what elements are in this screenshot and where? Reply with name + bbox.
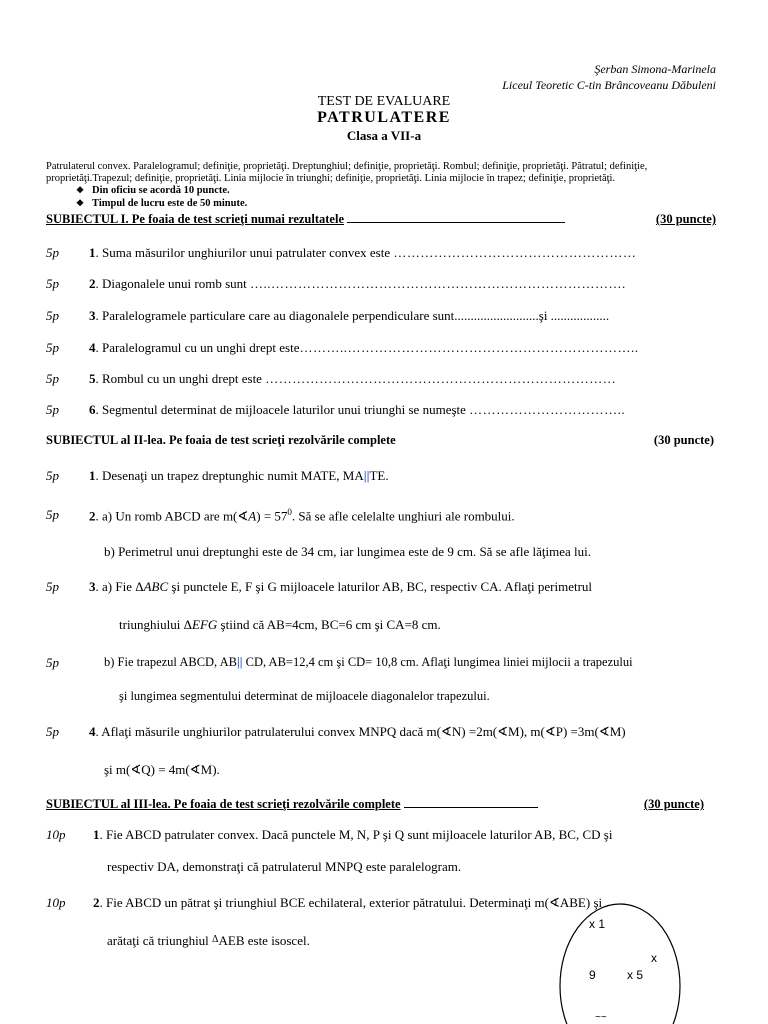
section-2-header	[46, 433, 714, 448]
s2-q2-score: 5p	[46, 507, 59, 522]
school-name: Liceul Teoretic C-tin Brâncoveanu Dăbuleni	[502, 78, 716, 92]
test-subtitle: PATRULATERE	[317, 109, 451, 126]
s1-q3-score: 5p	[46, 308, 59, 323]
s1-q2-score: 5p	[46, 276, 59, 291]
scribble-x5: x 5	[627, 968, 644, 982]
s3-q1-cont: respectiv DA, demonstraţi că patrulaterul MNPQ este paralelogram.	[107, 859, 462, 874]
s1-q3: 3. Paralelogramele particulare care au diagonalele perpendiculare sunt..........................şi ..................	[89, 308, 610, 323]
handdrawn-circle	[555, 898, 690, 1024]
bullet-text: Timpul de lucru este de 50 minute.	[92, 198, 248, 209]
section-1-title: SUBIECTUL I. Pe foaia de test scrieţi numai rezultatele	[46, 212, 344, 226]
s3-q2-cont: arătaţi că triunghiul $^\Delta$AEB este isoscel.	[107, 933, 310, 948]
section-1-points: (30 puncte)	[655, 212, 716, 226]
bullet-icon: ❖	[76, 198, 85, 208]
bullet-points-info	[76, 185, 230, 196]
triangle-symbol: Δ	[183, 617, 193, 632]
s3-q1-score: 10p	[46, 827, 66, 842]
s1-q6: 6. Segmentul determinat de mijloacele laturilor unui triunghi se numeşte ……………………………..	[89, 402, 626, 417]
grade-label: Clasa a VII-a	[346, 128, 422, 143]
s2-q4-cont: şi m(∢Q) = 4m(∢M).	[104, 762, 220, 777]
s2-q4-score: 5p	[46, 724, 59, 739]
s2-q2b: b) Perimetrul unui dreptunghi este de 34 cm, iar lungimea este de 9 cm. Să se afle lăţimea lui.	[104, 544, 591, 559]
parallel-symbol: ||	[363, 468, 370, 483]
s2-q2a: 2. a) Un romb ABCD are m(∢A) = $57^0$. Să se afle celelalte unghiuri ale rombului.	[89, 507, 515, 524]
s3-q1: 1. Fie ABCD patrulater convex. Dacă punctele M, N, P şi Q sunt mijloacele laturilor AB, BC, CD şi	[93, 827, 613, 842]
angle-symbol: ∢	[237, 508, 249, 524]
triangle-symbol: Δ	[135, 579, 144, 594]
s1-q6-score: 5p	[46, 402, 59, 417]
section-2-points: (30 puncte)	[653, 433, 714, 447]
scribble-bottom: ~~	[595, 1012, 607, 1023]
scribble-x: x	[651, 951, 657, 965]
scribble-9: 9	[589, 968, 596, 982]
s2-q3b: b) Fie trapezul ABCD, AB|| CD, AB=12,4 cm şi CD= 10,8 cm. Aflaţi lungimea liniei mijlocii a trapezului	[104, 655, 633, 669]
s2-q1-score: 5p	[46, 468, 59, 483]
s1-q5-score: 5p	[46, 371, 59, 386]
section-3-title: SUBIECTUL al III-lea. Pe foaia de test scrieţi rezolvările complete	[46, 797, 401, 811]
s2-q4: 4. Aflaţi măsurile unghiurilor patrulaterului convex MNPQ dacă m(∢N) =2m(∢M), m(∢P) =3m(∢M)	[89, 724, 626, 739]
s1-q5: 5. Rombul cu un unghi drept este ……………………………………………………………………	[89, 371, 617, 386]
section-2-title: SUBIECTUL al II-lea. Pe foaia de test scrieţi rezolvările complete	[46, 433, 396, 447]
s3-q2: 2. Fie ABCD un pătrat şi triunghiul BCE echilateral, exterior pătratului. Determinaţi m(∢ABE) şi	[93, 895, 603, 910]
topics-paragraph: Patrulaterul convex. Paralelogramul; definiţie, proprietăţi. Dreptunghiul; definiţie, proprietăţi. Rombul; definiţie, proprietăţi. Pătratul; definiţie, proprietăţi.Trapezul; definiţie, proprietăţi. Linia mijlocie în triunghi; definiţie, proprietăţi. Linia mijlocie în trapez; definiţie, proprietăţi.	[46, 161, 648, 184]
s2-q3a: 3. a) Fie ΔABC şi punctele E, F şi G mijloacele laturilor AB, BC, respectiv CA. Aflaţi perimetrul	[89, 579, 593, 594]
test-title: TEST DE EVALUARE	[317, 94, 451, 109]
section-1-header	[46, 212, 716, 227]
s1-q4-score: 5p	[46, 340, 59, 355]
s2-q3b-score: 5p	[46, 655, 59, 670]
bullet-text: Din oficiu se acordă 10 puncte.	[92, 185, 230, 196]
s2-q3-score: 5p	[46, 579, 59, 594]
s1-q1-score: 5p	[46, 245, 59, 260]
s1-q1: 1. Suma măsurilor unghiurilor unui patrulater convex este ………………………………………………	[89, 245, 637, 260]
author-name: Şerban Simona-Marinela	[594, 62, 716, 76]
section-3-header	[46, 797, 704, 812]
s1-q2: 2. Diagonalele unui romb sunt …..…………………………………………………………………….	[89, 276, 626, 291]
bullet-time-info	[76, 198, 247, 209]
s2-q1: 1. Desenaţi un trapez dreptunghic numit MATE, MA||TE.	[89, 468, 389, 483]
bullet-icon: ❖	[76, 185, 85, 195]
parallel-symbol: ||	[236, 655, 243, 669]
section-3-points: (30 puncte)	[643, 797, 704, 811]
s1-q4: 4. Paralelogramul cu un unghi drept este………..………………………………………………………..	[89, 340, 639, 355]
scribble-x1: x 1	[589, 917, 606, 931]
s3-q2-score: 10p	[46, 895, 66, 910]
s2-q3b-cont: şi lungimea segmentului determinat de mijloacele diagonalelor trapezului.	[119, 689, 490, 703]
triangle-symbol: Δ	[212, 934, 219, 945]
s2-q3a-cont: triunghiului ΔEFG ştiind că AB=4cm, BC=6 cm şi CA=8 cm.	[119, 617, 441, 632]
